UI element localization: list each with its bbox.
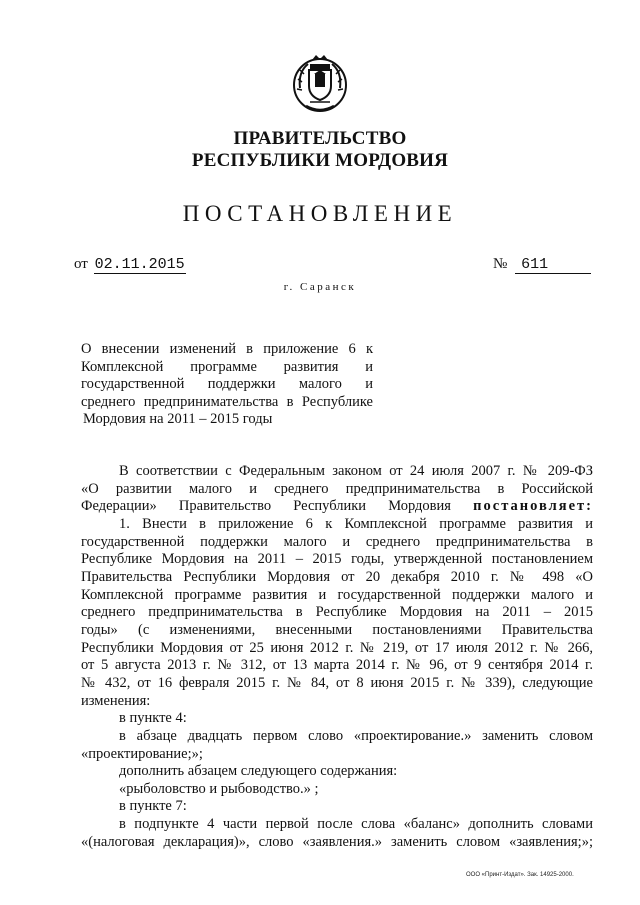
decree-number (493, 256, 591, 274)
body-line: государственной поддержки малого и среднего предпринимательства в (81, 533, 593, 550)
decree-date (74, 256, 186, 274)
body-line: «О развитии малого и среднего предпринимательства в Российской (81, 480, 593, 497)
subject-line: Мордовия на 2011 – 2015 годы (83, 411, 273, 428)
body-line: 1. Внести в приложение 6 к Комплексной программе развития и (119, 515, 593, 532)
body-line: в абзаце двадцать первом слово «проектирование.» заменить словом (119, 727, 593, 744)
subject-line: государственной поддержки малого и (81, 376, 373, 393)
body-line (81, 498, 593, 516)
body-line: «проектирование;»; (81, 745, 203, 762)
body-line: В соответствии с Федеральным законом от 24 июля 2007 г. № 209-ФЗ (119, 463, 593, 479)
body-line: «рыболовство и рыбоводство.» ; (119, 780, 319, 797)
number-value: 611 (515, 256, 591, 274)
body-line: Правительства Республики Мордовия от 20 декабря 2010 г. № 498 «О (81, 568, 593, 585)
body-line: от 5 августа 2013 г. № 312, от 13 марта 2014 г. № 96, от 9 сентября 2014 г. (81, 657, 593, 674)
government-title-line1: ПРАВИТЕЛЬСТВО (233, 128, 407, 149)
subject-line: среднего предпринимательства в Республике (81, 393, 373, 410)
body-line: № 432, от 16 февраля 2015 г. № 84, от 8 июня 2015 г. № 339), следующие (81, 674, 593, 691)
body-line: среднего предпринимательства в Республике Мордовия на 2011 – 2015 (81, 604, 593, 621)
body-line: изменения: (81, 692, 151, 709)
body-line: в пункте 4: (119, 710, 187, 727)
subject-line: О внесении изменений в приложение 6 к (81, 341, 373, 357)
date-value: 02.11.2015 (94, 256, 185, 273)
body-line: Республики Мордовия от 25 июня 2012 г. № 219, от 17 июля 2012 г. № 266, (81, 639, 593, 656)
body-line: Комплексной программе развития и государственной поддержки малого и (81, 586, 593, 603)
postanovlyaet-keyword: постановляет: (473, 498, 593, 515)
date-prefix: от (74, 256, 88, 272)
body-line-text: Федерации» Правительство Республики Мордовия (81, 498, 451, 515)
document-type-title: ПОСТАНОВЛЕНИЕ (182, 201, 458, 226)
body-line: дополнить абзацем следующего содержания: (119, 763, 398, 780)
body-line: в подпункте 4 части первой после слова «баланс» дополнить словами (119, 816, 593, 833)
city-label: г. Саранск (283, 281, 357, 293)
body-line: Республике Мордовия на 2011 – 2015 годы, утвержденной постановлением (81, 551, 593, 568)
decree-body (81, 463, 593, 851)
coat-of-arms-emblem (290, 52, 350, 116)
subject-line: Комплексной программе развития и (81, 358, 373, 375)
body-line: в пункте 7: (119, 798, 187, 815)
body-line: годы» (с изменениями, внесенными постановлениями Правительства (81, 621, 593, 638)
number-prefix: № (493, 256, 508, 272)
government-title-line2: РЕСПУБЛИКИ МОРДОВИЯ (191, 150, 449, 171)
printer-imprint: ООО «Принт-Издат». Зак. 14925-2000. (466, 872, 574, 878)
body-line: «(налоговая декларация)», слово «заявления.» заменить словом «заявления;»; (81, 833, 593, 850)
decree-subject (81, 341, 373, 429)
